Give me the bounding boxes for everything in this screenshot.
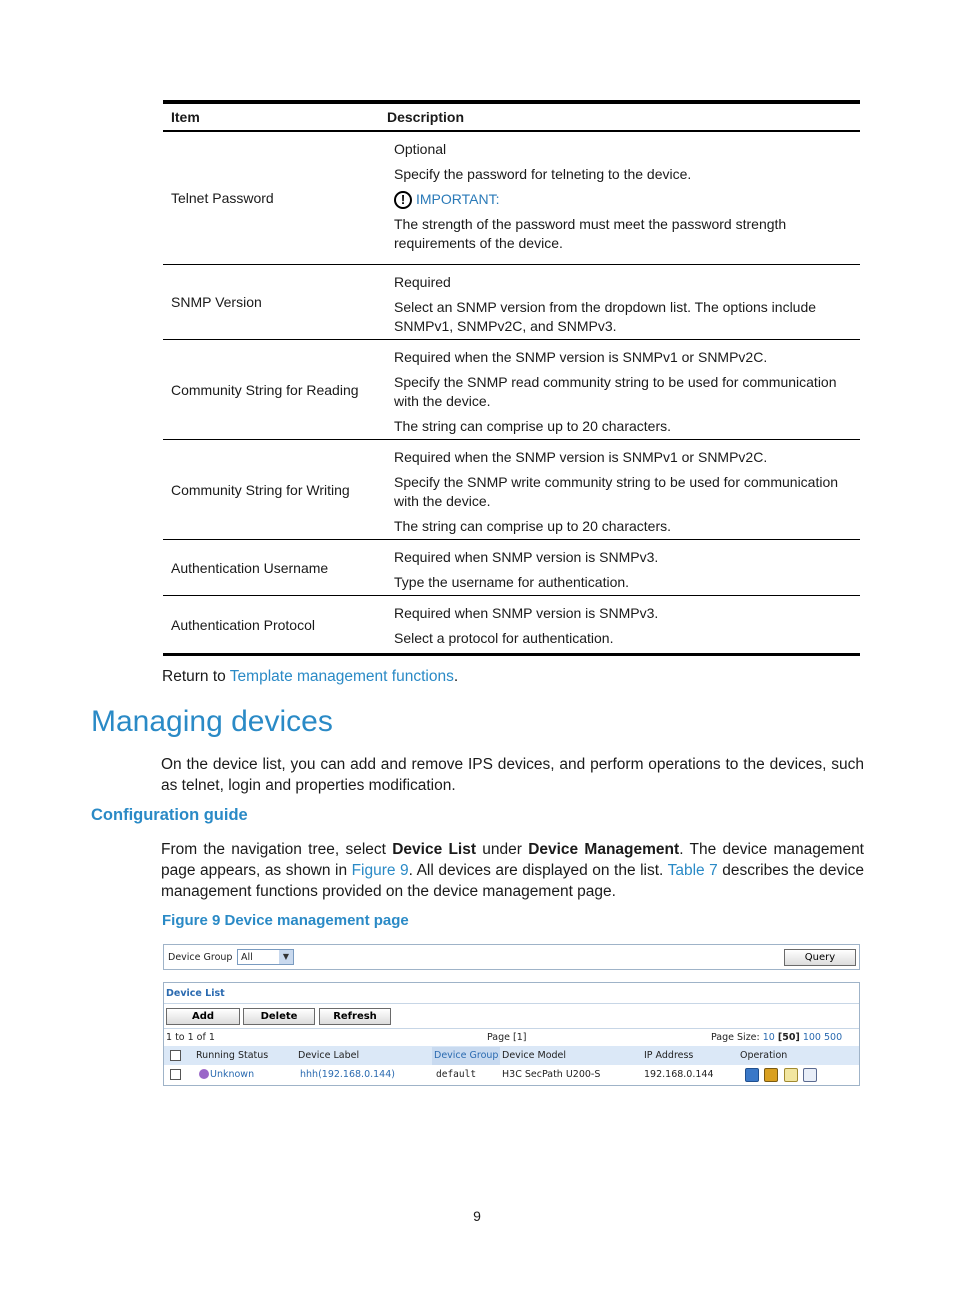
device-group-value: All [241,952,253,963]
return-suffix: . [453,668,459,685]
desc-line: The strength of the password must meet the password strength requirements of the device. [394,216,787,251]
item-cell: Community String for Writing [171,481,350,498]
text-run: under [476,841,529,858]
return-line [162,666,458,687]
table-row [163,132,860,265]
text-run: . All devices are displayed on the list. [408,862,668,879]
col-running-status[interactable]: Running Status [196,1050,269,1061]
page-size-10[interactable]: 10 [762,1032,775,1043]
page-size-50[interactable]: [50] [777,1032,800,1043]
device-group-select[interactable] [237,949,294,965]
device-management-term: Device Management [528,841,680,858]
col-device-model[interactable]: Device Model [502,1050,567,1061]
page-indicator: Page [1] [487,1032,527,1043]
header-item: Item [171,109,200,125]
desc-line: Specify the SNMP write community string to be used for communication with the device. [394,474,839,509]
desc-line: Required when the SNMP version is SNMPv1 or SNMPv2C. [394,349,768,365]
col-operation: Operation [740,1050,788,1061]
desc-line: Required [394,274,451,290]
text-run: describes the device management functions provided on the device management page. [161,862,864,900]
device-group-panel [163,944,860,970]
desc-line: Required when SNMP version is SNMPv3. [394,549,659,565]
record-count: 1 to 1 of 1 [166,1032,215,1043]
device-list-title: Device List [166,988,225,999]
device-list-term: Device List [392,841,477,858]
section-title: Managing devices [91,705,333,738]
desc-line: Optional [394,141,447,157]
important-note [394,190,852,209]
col-ip-address[interactable]: IP Address [644,1050,694,1061]
delete-button[interactable]: Delete [243,1008,315,1025]
description-cell [387,440,860,539]
page-number: 9 [473,1208,481,1224]
table-header-row [163,104,860,132]
config-paragraph [161,839,864,902]
item-cell: Telnet Password [171,190,274,206]
add-button[interactable]: Add [166,1008,240,1025]
divider [164,1028,859,1029]
table-7-link[interactable]: Table 7 [667,862,718,879]
section-intro: On the device list, you can add and remove IPS devices, and perform operations to the devices, such as telnet, login and properties modification. [161,756,864,794]
item-cell: SNMP Version [171,294,262,310]
row-device-group: default [436,1069,477,1080]
parameter-table [163,100,860,656]
col-device-label[interactable]: Device Label [298,1050,360,1061]
query-button[interactable]: Query [784,949,856,966]
desc-line: The string can comprise up to 20 characters. [394,518,672,534]
subsection-title: Configuration guide [91,806,248,824]
row-device-label-link[interactable]: hhh(192.168.0.144) [300,1069,395,1080]
description-cell [387,340,860,439]
desc-line: Required when the SNMP version is SNMPv1 or SNMPv2C. [394,449,768,465]
row-status: Unknown [210,1069,255,1080]
text-run: From the navigation tree, select [161,841,393,858]
desc-line: Select an SNMP version from the dropdown list. The options include SNMPv1, SNMPv2C, and SNMPv3. [394,299,817,334]
row-device-model: H3C SecPath U200-S [502,1069,601,1080]
login-icon[interactable] [764,1068,778,1082]
description-cell [387,596,860,653]
refresh-button[interactable]: Refresh [319,1008,391,1025]
item-cell: Authentication Username [171,559,329,576]
telnet-icon[interactable] [745,1068,759,1082]
divider [164,1003,859,1004]
desc-line: Specify the password for telneting to the device. [394,166,692,182]
table-row [163,265,860,340]
table-row [163,440,860,540]
desc-line: The string can comprise up to 20 characters. [394,418,672,434]
figure-caption: Figure 9 Device management page [162,912,409,929]
description-cell [387,540,860,595]
edit-icon[interactable] [803,1068,817,1082]
row-checkbox[interactable] [170,1069,181,1080]
properties-icon[interactable] [784,1068,798,1082]
select-all-checkbox[interactable] [170,1050,181,1061]
desc-line: Select a protocol for authentication. [394,630,614,646]
unknown-status-icon [199,1069,209,1079]
table-row [163,596,860,656]
page-size-label: Page Size: [711,1032,760,1043]
figure-9-link[interactable]: Figure 9 [351,862,409,879]
page-size-100[interactable]: 100 [802,1032,821,1043]
important-warning-icon: ! [394,191,412,209]
desc-line: Required when SNMP version is SNMPv3. [394,605,659,621]
table-row [163,340,860,440]
desc-line: Type the username for authentication. [394,574,630,590]
item-cell: Authentication Protocol [171,616,315,633]
page-size-control [711,1032,842,1043]
col-device-group[interactable]: Device Group [432,1047,500,1065]
table-row [163,540,860,596]
text-run: . The device management page appears, as shown in [161,841,864,879]
template-management-link[interactable]: Template management functions [229,668,454,685]
row-ip-address: 192.168.0.144 [644,1069,714,1080]
important-label: IMPORTANT: [416,191,500,207]
return-prefix: Return to [162,668,230,685]
description-cell [387,265,860,339]
description-cell [387,132,860,264]
header-description: Description [387,109,465,125]
page-size-500[interactable]: 500 [824,1032,843,1043]
chevron-down-icon[interactable]: ▼ [279,950,293,964]
item-cell: Community String for Reading [171,381,359,398]
device-group-label: Device Group [168,952,233,963]
desc-line: Specify the SNMP read community string to be used for communication with the device. [394,374,837,409]
